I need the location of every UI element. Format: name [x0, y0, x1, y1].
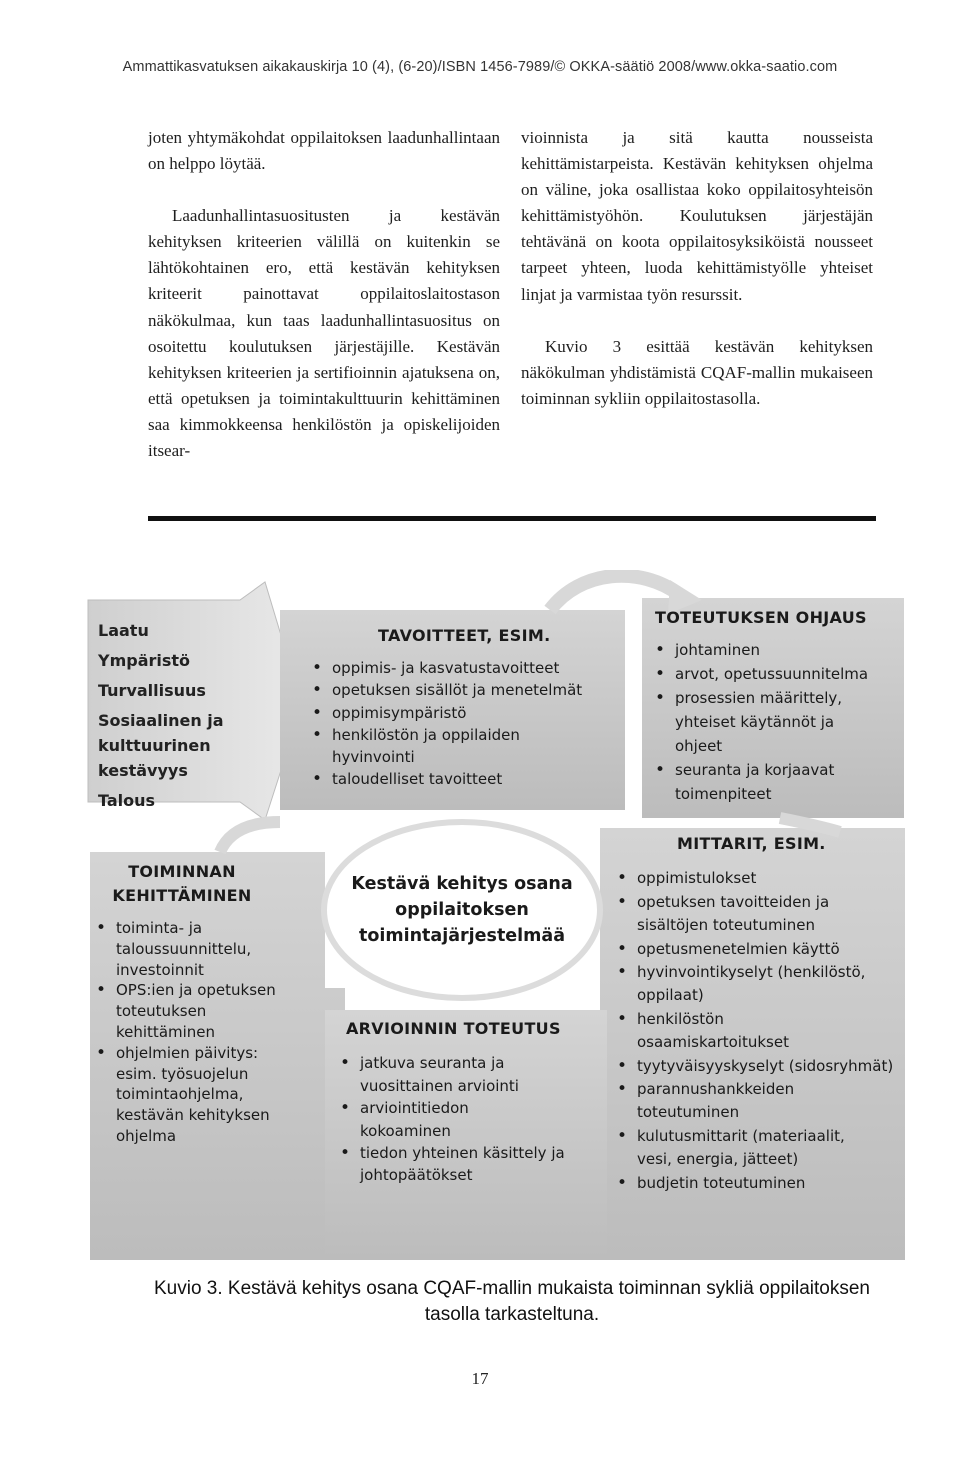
- list-item: • tiedon yhteinen käsittely ja johtopäätökset: [338, 1142, 588, 1187]
- figure-caption: Kuvio 3. Kestävä kehitys osana CQAF-mallin mukaista toiminnan sykliä oppilaitoksen tasolla tarkasteltuna.: [154, 1278, 870, 1325]
- list-item: • prosessien määrittely, yhteiset käytännöt ja ohjeet: [653, 686, 868, 758]
- toteutuksen-ohjaus-box: [653, 606, 903, 806]
- quality-item: Talous: [98, 791, 156, 810]
- paragraph: vioinnista ja sitä kautta nousseista kehittämistarpeista. Kestävän kehityksen ohjelma on väline, joka osallistaa koko oppilaitosyhteisön kehittämistyöhön. Koulutuksen järjestäjän tehtävänä on koota oppilaitosyksiköistä nousseet tarpeet yhteen, luoda kehittämistyölle yhteiset linjat ja varmistaa työn resurssit.: [521, 128, 873, 304]
- quality-item: Sosiaalinen ja kulttuurinen kestävyys: [98, 711, 224, 780]
- quality-areas: [98, 618, 268, 818]
- cqaf-cycle-figure: [80, 570, 920, 1270]
- cycle-arrow-left: [220, 822, 280, 852]
- arvioinnin-toteutus-box: [338, 1018, 608, 1187]
- list-item: • kulutusmittarit (materiaalit, vesi, energia, jätteet): [615, 1125, 875, 1172]
- center-title: Kestävä kehitys osana oppilaitoksen toimintajärjestelmää: [351, 874, 573, 946]
- list-item: • tyytyväisyyskyselyt (sidosryhmät): [615, 1055, 905, 1078]
- quality-item: Ympäristö: [98, 651, 191, 670]
- paragraph: Laadunhallintasuositusten ja kestävän kehityksen kriteerien välillä on kuitenkin se lähtökohtainen ero, että kestävän kehityksen kriteerit painottavat oppilaitoslaitostason näkökulmaa, kun taas laadunhallintasuositus on osoitettu koulutuksen järjestäjille. Kestävän kehityksen kriteerien ja sertifioinnin ajatuksena on, että opetuksen ja toimintakulttuurin kehittäminen saa kimmokkeensa henkilöstön ja opiskelijoiden itsear-: [148, 206, 500, 461]
- quality-item: Turvallisuus: [98, 681, 206, 700]
- right-column: [521, 125, 873, 412]
- list-item: • taloudelliset tavoitteet: [310, 768, 620, 790]
- page-number: 17: [471, 1369, 489, 1388]
- paragraph: Kuvio 3 esittää kestävän kehityksen näkökulman yhdistämistä CQAF-mallin mukaiseen toiminnan sykliin oppilaitostasolla.: [521, 336, 873, 408]
- list-item: • oppimistulokset: [615, 867, 905, 890]
- toiminnan-kehittaminen-box: [94, 860, 324, 1147]
- list-item: • johtaminen: [653, 638, 903, 662]
- left-column: [148, 125, 500, 464]
- list-item: • budjetin toteutuminen: [615, 1172, 905, 1195]
- paragraph: joten yhtymäkohdat oppilaitoksen laadunhallintaan on helppo löytää.: [148, 128, 500, 174]
- list-item: • parannushankkeiden toteutuminen: [615, 1078, 835, 1125]
- list-item: • toiminta- ja taloussuunnittelu, investoinnit: [94, 918, 274, 980]
- list-item: • ohjelmien päivitys: esim. työsuojelun toimintaohjelma, kestävän kehityksen ohjelma: [94, 1043, 294, 1147]
- list-item: • oppimisympäristö: [310, 702, 620, 724]
- running-head: Ammattikasvatuksen aikakauskirja 10 (4), (6-20)/ISBN 1456-7989/© OKKA-säätiö 2008/www.okka-saatio.com: [122, 59, 838, 75]
- quality-item: Laatu: [98, 621, 149, 640]
- list-item: • henkilöstön osaamiskartoitukset: [615, 1008, 815, 1055]
- list-item: • henkilöstön ja oppilaiden hyvinvointi: [310, 724, 550, 768]
- section-divider: [148, 516, 876, 521]
- list-item: • opetuksen tavoitteiden ja sisältöjen toteutuminen: [615, 891, 880, 938]
- list-item: • arviointitiedon kokoaminen: [338, 1097, 528, 1142]
- box-title: MITTARIT, ESIM.: [677, 834, 826, 853]
- mittarit-box: [615, 832, 905, 1195]
- list-item: • opetuksen sisällöt ja menetelmät: [310, 679, 620, 701]
- box-title: TAVOITTEET, ESIM.: [378, 626, 551, 645]
- list-item: • oppimis- ja kasvatustavoitteet: [310, 657, 620, 679]
- list-item: • opetusmenetelmien käyttö: [615, 938, 905, 961]
- list-item: • jatkuva seuranta ja vuosittainen arviointi: [338, 1052, 548, 1097]
- list-item: • arvot, opetussuunnitelma: [653, 662, 903, 686]
- box-title: TOIMINNAN KEHITTÄMINEN: [112, 862, 252, 905]
- tavoitteet-box: [310, 625, 620, 790]
- list-item: • OPS:ien ja opetuksen toteutuksen kehittäminen: [94, 980, 304, 1042]
- list-item: • hyvinvointikyselyt (henkilöstö, oppilaat): [615, 961, 895, 1008]
- list-item: • seuranta ja korjaavat toimenpiteet: [653, 758, 848, 806]
- box-title: TOTEUTUKSEN OHJAUS: [655, 608, 867, 627]
- box-title: ARVIOINNIN TOTEUTUS: [346, 1019, 561, 1038]
